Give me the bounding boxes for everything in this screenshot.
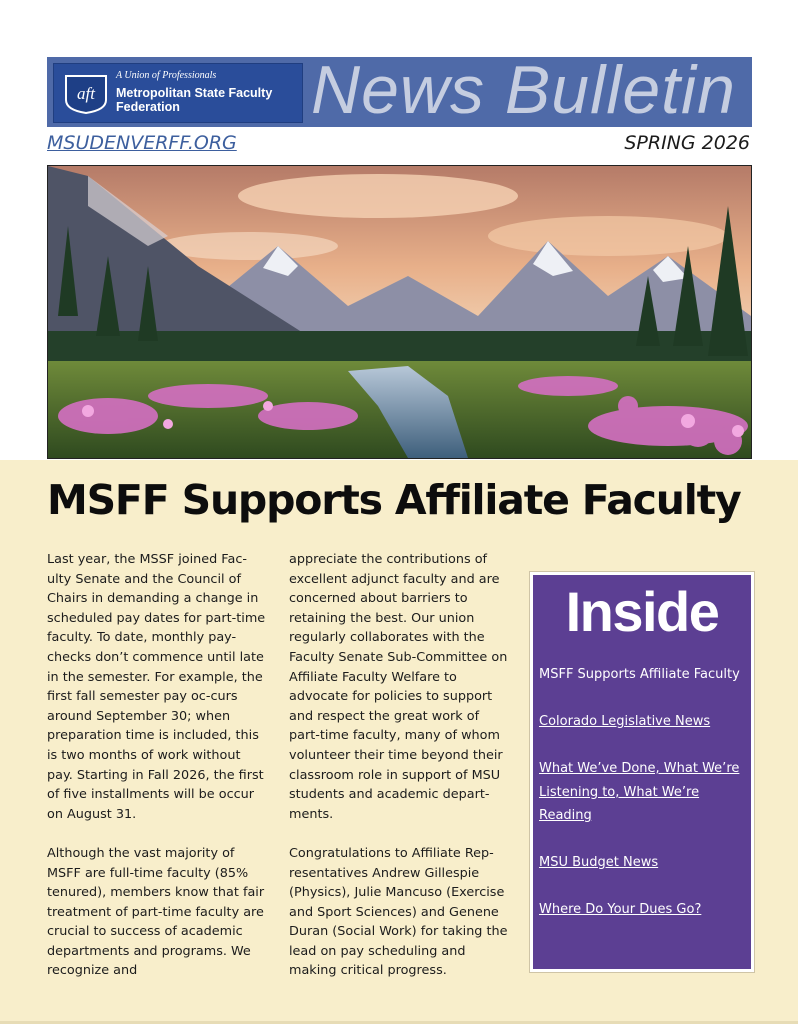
- article-headline: MSFF Supports Affiliate Faculty: [47, 476, 741, 524]
- inside-box: [530, 572, 754, 972]
- edition-label: SPRING 2026: [624, 132, 750, 154]
- bulletin-title: News Bulletin: [311, 57, 736, 127]
- article-paragraph: Last year, the MSSF joined Fac-ulty Senate and the Council of Chairs in demanding a change in scheduled pay dates for part-time faculty. To date, monthly pay-checks don’t commence until late in the semester. For example, the first fall semester pay oc-curs around September 30; when preparation time is included, this is two months of work without pay. Starting in Fall 2026, the first of five installments will be occur on August 31.: [47, 552, 266, 822]
- inside-item-budget-news[interactable]: MSU Budget News: [539, 855, 659, 870]
- inside-item-affiliate-faculty[interactable]: MSFF Supports Affiliate Faculty: [539, 667, 740, 682]
- website-link[interactable]: MSUDENVERFF.ORG: [47, 132, 237, 154]
- inside-list: [539, 663, 745, 945]
- inside-item-dues[interactable]: Where Do Your Dues Go?: [539, 902, 702, 917]
- inside-item-what-weve-done[interactable]: What We’ve Done, What We’re Listening to, What We’re Reading: [539, 761, 740, 823]
- mountain-landscape-icon: [48, 166, 751, 458]
- union-tagline: A Union of Professionals: [116, 70, 217, 81]
- svg-text:aft: aft: [77, 84, 95, 103]
- article-paragraph: appreciate the contributions of excellent adjunct faculty and are concerned about barriers to retaining the best. Our union regularly collaborates with the Faculty Senate Sub-Committee on Affiliate Faculty Welfare to advocate for policies to support and respect the great work of part-time faculty, many of whom volunteer their time beyond their classroom role in support of MSU students and academic depart-ments.: [289, 552, 508, 822]
- inside-item-legislative-news[interactable]: Colorado Legislative News: [539, 714, 711, 729]
- inside-heading: Inside: [565, 580, 719, 643]
- aft-badge: [53, 63, 303, 123]
- article-paragraph: Congratulations to Affiliate Rep-resentatives Andrew Gillespie (Physics), Julie Mancuso (Exercise and Sport Sciences) and Genene Duran (Social Work) for taking the lead on pay scheduling and making critical progress.: [289, 845, 508, 979]
- hero-image: [47, 165, 752, 459]
- aft-logo-icon: [62, 72, 110, 114]
- org-name: Metropolitan State Faculty Federation: [116, 86, 273, 114]
- article-column-1: [47, 550, 269, 1001]
- article-paragraph: Although the vast majority of MSFF are full-time faculty (85% tenured), members know that fair treatment of part-time faculty are crucial to success of academic departments and programs. We recognize and: [47, 845, 265, 979]
- masthead-banner: [47, 57, 752, 127]
- article-column-2: [289, 550, 511, 1001]
